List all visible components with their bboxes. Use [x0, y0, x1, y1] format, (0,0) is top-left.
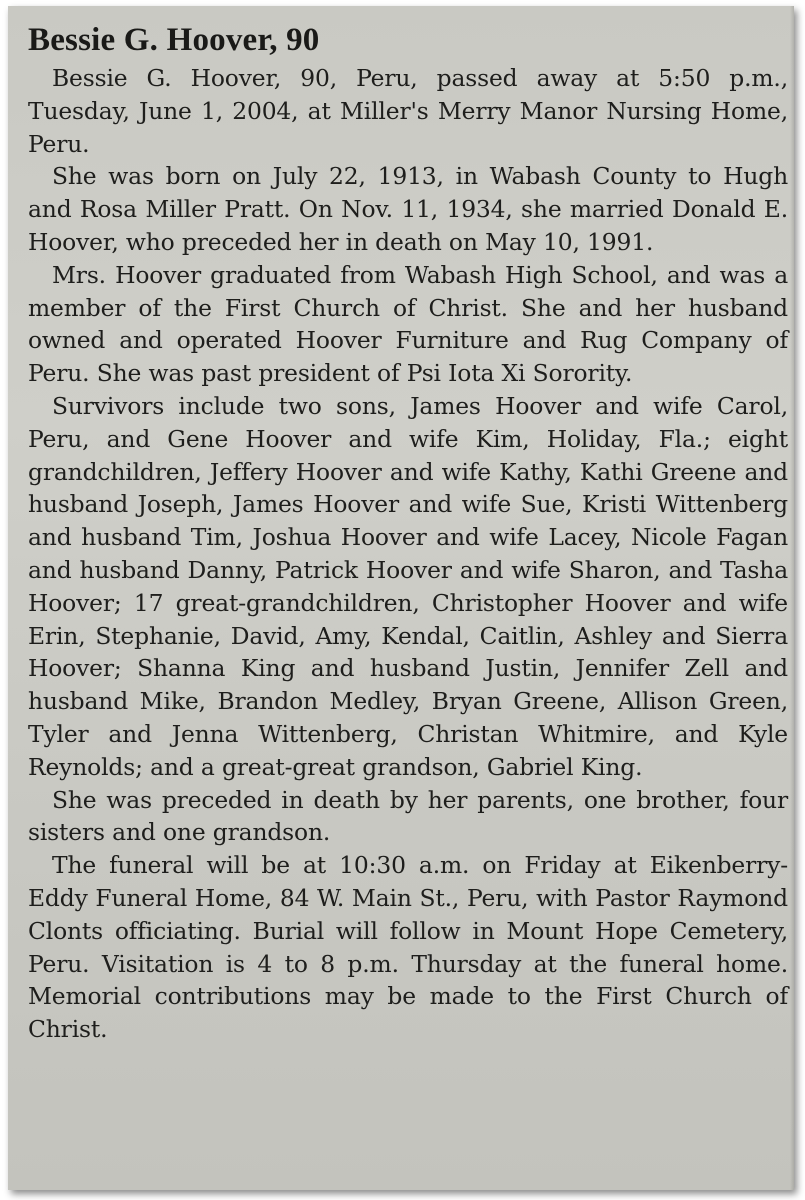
paragraph-funeral-arrangements: The funeral will be at 10:30 a.m. on Friday at Eikenberry-Eddy Funeral Home, 84 W. Main St., Peru, with Pastor Raymond Clonts officiating. Burial will follow in Mount Hope Cemetery, Peru. Visitation is 4 to 8 p.m. Thursday at the funeral home. Memorial contributions may be made to the First Church of Christ.: [28, 851, 788, 1044]
paragraph-survivors: Survivors include two sons, James Hoover and wife Carol, Peru, and Gene Hoover and wife Kim, Holiday, Fla.; eight grandchildren, Jeffery Hoover and wife Kathy, Kathi Greene and husband Joseph, James Hoover and wife Sue, Kristi Wittenberg and husband Tim, Joshua Hoover and wife Lacey, Nicole Fagan and husband Danny, Patrick Hoover and wife Sharon, and Tasha Hoover; 17 great-grandchildren, Christopher Hoover and wife Erin, Stephanie, David, Amy, Kendal, Caitlin, Ashley and Sierra Hoover; Shanna King and husband Justin, Jennifer Zell and husband Mike, Brandon Medley, Bryan Greene, Allison Green, Tyler and Jenna Wittenberg, Christan Whitmire, and Kyle Reynolds; and a great-great grandson, Gabriel King.: [28, 391, 788, 781]
paragraph-life-details: Mrs. Hoover graduated from Wabash High School, and was a member of the First Church of Christ. She and her husband owned and operated Hoover Furniture and Rug Company of Peru. She was past president of Psi Iota Xi Sorority.: [28, 260, 788, 388]
paragraph-death-notice: Bessie G. Hoover, 90, Peru, passed away at 5:50 p.m., Tuesday, June 1, 2004, at Miller's Merry Manor Nursing Home, Peru.: [28, 64, 788, 158]
newspaper-clipping: [8, 6, 794, 1190]
clipping-edge-shade: [790, 6, 794, 1190]
paragraph-birth-marriage: She was born on July 22, 1913, in Wabash County to Hugh and Rosa Miller Pratt. On Nov. 11, 1934, she married Donald E. Hoover, who preceded her in death on May 10, 1991.: [28, 162, 788, 256]
obituary-headline: Bessie G. Hoover, 90: [28, 22, 320, 58]
obituary-article: [28, 20, 788, 1046]
paragraph-preceded-in-death: She was preceded in death by her parents, one brother, four sisters and one grandson.: [28, 785, 788, 847]
